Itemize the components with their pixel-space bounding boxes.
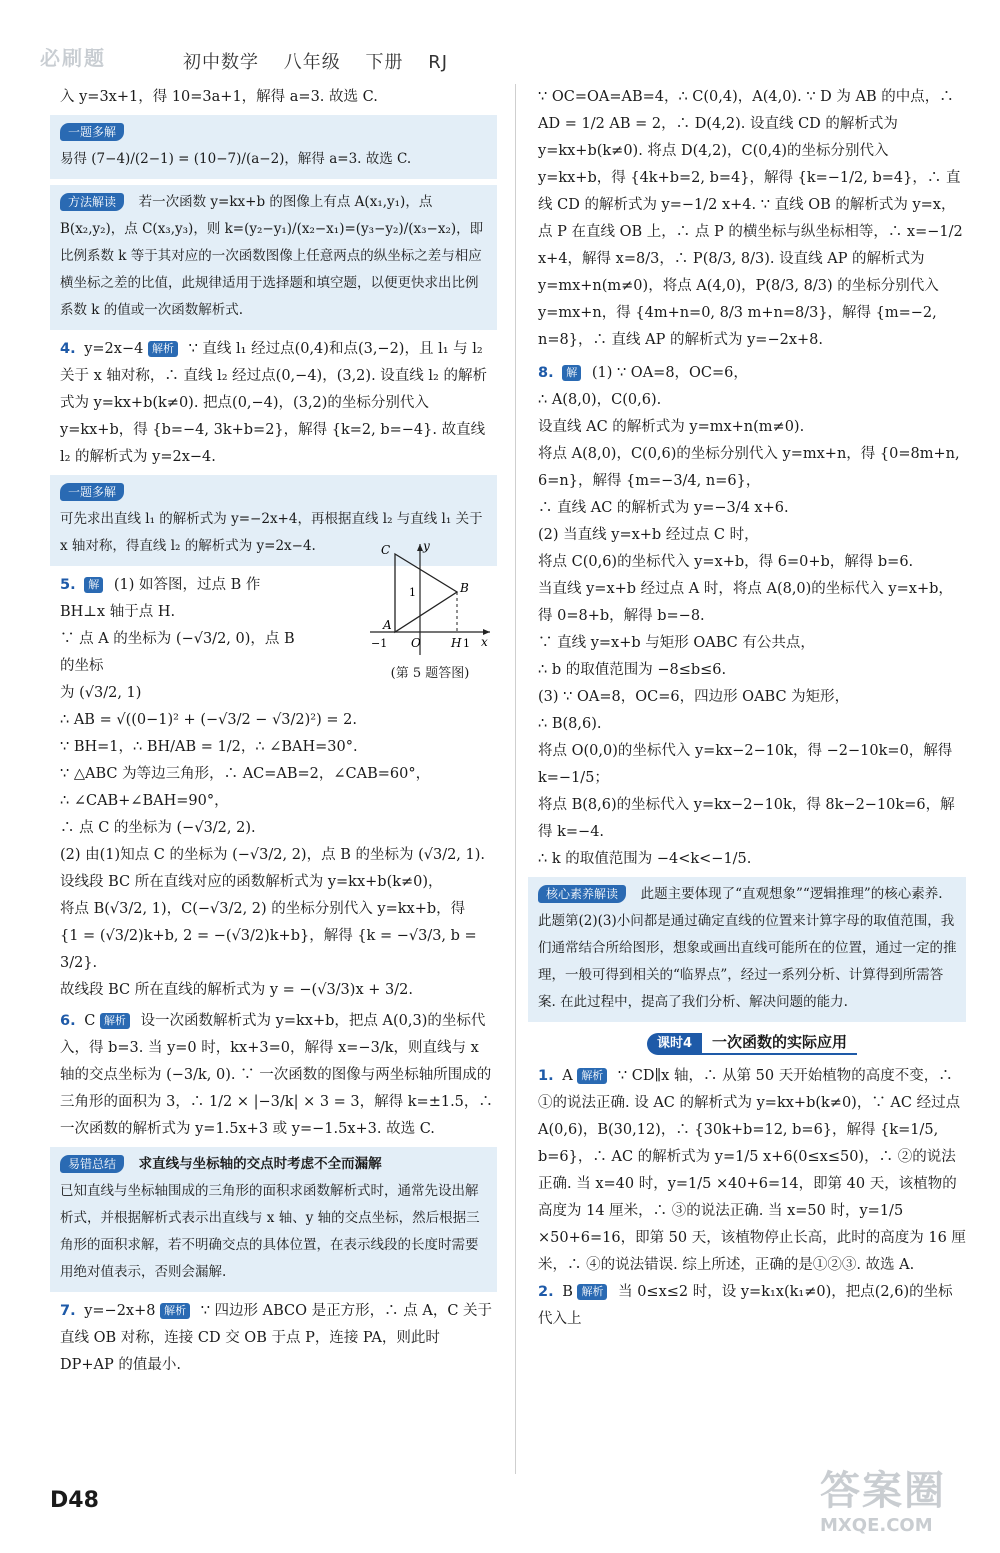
question-7-continued: ∵ OC=OA=AB=4，∴ C(0,4)，A(4,0). ∵ D 为 AB 的中点，∴ AD = 1/2 AB = 2，∴ D(4,2). 设直线 CD 的解析式为 y=kx+b(k≠0). 将点 D(4,2)，C(0,4)的坐标分别代入 y=kx+b，得 {4k+b=2, b=4}，解得 {k=−1/2, b=4}，∴ 直线 CD 的解析式为 y=−1/2 x+4. ∵ 直线 OB 的解析式为 y=x，点 P 在直线 OB 上，∴ 点 P 的横坐标与纵坐标相等，∴ x=−1/2 x+4，解得 x=8/3，∴ P(8/3, 8/3). 设直线 AP 的解析式为 y=mx+n(m≠0)，将点 A(4,0)，P(8/3, 8/3) 的坐标分别代入 y=mx+n，得 {4m+n=0, 8/3 m+n=8/3}，解得 {m=−2, n=8}，∴ 直线 AP 的解析式为 y=−2x+8. [538, 89, 963, 348]
page-header [0, 0, 1000, 80]
label-one: 1 [409, 586, 416, 599]
analysis-tag: 解析 [577, 1284, 607, 1300]
question-number: 1. [538, 1068, 554, 1084]
answer: y=−2x+8 [84, 1303, 156, 1319]
lesson-label: 课时4 [647, 1033, 702, 1055]
left-column [60, 84, 497, 1379]
watermark-text: 答案圈 [820, 1468, 946, 1514]
solution-text: ∴ b 的取值范围为 −8≤b≤6. [538, 662, 727, 678]
header-grade: 八年级 [283, 52, 341, 73]
triangle-diagram [365, 540, 495, 660]
question-number: 4. [60, 341, 76, 357]
solution-text: 设线段 BC 所在直线对应的函数解析式为 y=kx+b(k≠0)， [60, 874, 443, 890]
header-subject: 初中数学 [183, 52, 259, 73]
box-title: 易错总结 [60, 1155, 124, 1173]
label-x: x [481, 635, 488, 649]
solution-text: (1) ∵ OA=8，OC=6， [591, 365, 748, 381]
solution-text: ∴ A(8,0)，C(0,6). [538, 392, 662, 408]
question-5 [60, 572, 300, 707]
watermark-logo [820, 1468, 980, 1553]
solution-text: 将点 A(8,0)，C(0,6)的坐标分别代入 y=mx+n，得 {0=8m+n, 6=n}，解得 {m=−3/4, n=6}， [538, 446, 960, 489]
exercise-1 [538, 1063, 966, 1279]
question-5-continued [60, 707, 497, 1004]
solution-text: 将点 O(0,0)的坐标代入 y=kx−2−10k，得 −2−10k=0，解得 k=−1/5； [538, 743, 953, 786]
question-8 [538, 360, 966, 873]
label-neg1: −1 [371, 637, 388, 650]
solution-tag: 解 [562, 365, 581, 381]
answer: B [562, 1284, 573, 1300]
question-6 [60, 1008, 497, 1143]
box-text: 可先求出直线 l₁ 的解析式为 y=−2x+4，再根据直线 l₂ 与直线 l₁ 关于 x 轴对称，得直线 l₂ 的解析式为 y=2x−4. [60, 511, 483, 554]
solution-text: 当 0≤x≤2 时，设 y=k₁x(k₁≠0)，把点(2,6)的坐标代入上 [538, 1284, 953, 1327]
solution-text: ∴ 点 C 的坐标为 (−√3/2, 2). [60, 820, 256, 836]
question-7 [60, 1298, 497, 1379]
tip-box-core-literacy [528, 877, 966, 1022]
label-a: A [383, 618, 392, 632]
question-number: 7. [60, 1303, 76, 1319]
box-text: 已知直线与坐标轴围成的三角形的面积求函数解析式时，通常先设出解析式，并根据解析式表示出直线与 x 轴、y 轴的交点坐标，然后根据三角形的面积求解，若不明确交点的具体位置，在表示线段的长度时需要用绝对值表示，否则会漏解. [60, 1183, 480, 1280]
figure-caption: (第 5 题答图) [390, 666, 470, 681]
tip-box-common-mistakes [50, 1147, 497, 1292]
column-divider [515, 84, 516, 1474]
label-c: C [381, 543, 391, 557]
question-4 [60, 336, 497, 471]
analysis-tag: 解析 [577, 1068, 607, 1084]
answer: C [84, 1013, 96, 1029]
solution-text: ∴ 直线 AC 的解析式为 y=−3/4 x+6. [538, 500, 789, 516]
solution-text: ∵ 点 A 的坐标为 (−√3/2, 0)，点 B 的坐标 [60, 631, 295, 674]
solution-text: ∵ △ABC 为等边三角形，∴ AC=AB=2，∠CAB=60°， [60, 766, 431, 782]
header-title [183, 48, 466, 74]
solution-text: ∴ k 的取值范围为 −4<k<−1/5. [538, 851, 752, 867]
brand-logo: 必刷题 [40, 46, 106, 70]
tip-box-method [50, 185, 497, 330]
exercise-2 [538, 1279, 966, 1333]
solution-text: ∴ ∠CAB+∠BAH=90°， [60, 793, 229, 809]
solution-text: ∵ 四边形 ABCO 是正方形，∴ 点 A，C 关于直线 OB 对称，连接 CD 交 OB 于点 P，连接 PA，则此时 DP+AP 的值最小. [60, 1303, 493, 1373]
solution-text: 设直线 AC 的解析式为 y=mx+n(m≠0). [538, 419, 805, 435]
box-title: 核心素养解读 [538, 885, 626, 903]
solution-text: ∴ AB = √((0−1)² + (−√3/2 − √3/2)²) = 2. [60, 712, 357, 728]
header-volume: 下册 [365, 52, 404, 73]
question-number: 6. [60, 1013, 76, 1029]
answer: A [562, 1068, 573, 1084]
solution-text: (2) 当直线 y=x+b 经过点 C 时， [538, 527, 759, 543]
lesson-heading [538, 1030, 966, 1057]
solution-text: 故线段 BC 所在直线的解析式为 y = −(√3/3)x + 3/2. [60, 982, 413, 998]
right-column [538, 84, 966, 1333]
box-title: 一题多解 [60, 483, 124, 501]
solution-text: (2) 由(1)知点 C 的坐标为 (−√3/2, 2)，点 B 的坐标为 (√3/2, 1). [60, 847, 486, 863]
box-title: 方法解读 [60, 193, 124, 211]
analysis-tag: 解析 [100, 1013, 130, 1029]
analysis-tag: 解析 [160, 1303, 190, 1319]
box-text: 此题主要体现了“直观想象”“逻辑推理”的核心素养. 此题第(2)(3)小问都是通过确定直线的位置来计算字母的取值范围，我们通常结合所给图形，想象或画出直线可能所在的位置，通过一定的推理，一般可得到相关的“临界点”，经过一系列分析、计算得到所需答案. 在此过程中，提高了我们分析、解决问题的能力. [538, 886, 957, 1010]
triangle-abc [395, 554, 457, 632]
question-number: 2. [538, 1284, 554, 1300]
label-b: B [460, 581, 469, 595]
tip-box-alt-solution-1 [50, 115, 497, 179]
analysis-tag: 解析 [148, 341, 178, 357]
solution-text: (1) 如答图，过点 B 作 BH⊥x 轴于点 H. [60, 577, 261, 620]
question-number: 8. [538, 365, 554, 381]
label-x-one: 1 [463, 637, 470, 650]
label-y: y [423, 540, 430, 553]
lesson-title: 一次函数的实际应用 [702, 1031, 857, 1055]
answer: y=2x−4 [84, 341, 144, 357]
text-line: 入 y=3x+1，得 10=3a+1，解得 a=3. 故选 C. [60, 89, 378, 105]
solution-text: (3) ∵ OA=8，OC=6，四边形 OABC 为矩形， [538, 689, 850, 705]
solution-text: 将点 C(0,6)的坐标代入 y=x+b，得 6=0+b，解得 b=6. [538, 554, 914, 570]
question-5-figure [365, 540, 495, 690]
page-number: D48 [50, 1488, 99, 1513]
watermark-url: MXQE.COM [820, 1515, 933, 1536]
solution-text: 当直线 y=x+b 经过点 A 时，将点 A(8,0)的坐标代入 y=x+b，得 0=8+b，解得 b=−8. [538, 581, 953, 624]
solution-text: ∴ B(8,6). [538, 716, 602, 732]
solution-text: {1 = (√3/2)k+b, 2 = −(√3/2)k+b}，解得 {k = −√3/3, b = 3/2}. [60, 928, 477, 971]
question-number: 5. [60, 577, 76, 593]
box-heading: 求直线与坐标轴的交点时考虑不全而漏解 [138, 1156, 382, 1172]
solution-text: ∵ 直线 l₁ 经过点(0,4)和点(3,−2)，且 l₁ 与 l₂ 关于 x 轴对称，∴ 直线 l₂ 经过点(0,−4)，(3,2). 设直线 l₂ 的解析式为 y=kx+b(k≠0). 把点(0,−4)，(3,2)的坐标分别代入 y=kx+b，得 {b=−4, 3k+b=2}，解得 {k=2, b=−4}. 故直线 l₂ 的解析式为 y=2x−4. [60, 341, 487, 465]
solution-text: ∵ 直线 y=x+b 与矩形 OABC 有公共点， [538, 635, 815, 651]
label-o: O [411, 636, 421, 650]
solution-text: 为 (√3/2, 1) [60, 685, 142, 701]
solution-text: 将点 B(√3/2, 1)，C(−√3/2, 2) 的坐标分别代入 y=kx+b，得 [60, 901, 466, 917]
solution-text: ∵ CD∥x 轴，∴ 从第 50 天开始植物的高度不变，∴ ①的说法正确. 设 AC 的解析式为 y=kx+b(k≠0)，∵ AC 经过点 A(0,6)，B(30,12)，∴ {30k+b=12, b=6}，解得 {k=1/5, b=6}，∴ AC 的解析式为 y=1/5 x+6(0≤x≤50)，∴ ②的说法正确. 当 x=40 时，y=1/5 ×40+6=14，即第 40 天，该植物的高度为 14 厘米，∴ ③的说法正确. 当 x=50 时，y=1/5 ×50+6=16，即第 50 天，该植物停止长高，此时的高度为 16 厘米，∴ ④的说法错误. 综上所述，正确的是①②③. 故选 A. [538, 1068, 966, 1273]
solution-text: ∵ BH=1，∴ BH/AB = 1/2，∴ ∠BAH=30°. [60, 739, 358, 755]
box-text: 若一次函数 y=kx+b 的图像上有点 A(x₁,y₁)，点 B(x₂,y₂)，点 C(x₃,y₃)，则 k=(y₂−y₁)/(x₂−x₁)=(y₃−y₂)/(x₃−x₂)，即比例系数 k 等于其对应的一次函数图像上任意两点的纵坐标之差与相应横坐标之差的比值，此规律适用于选择题和填空题，以便更快求出比例系数 k 的值或一次函数解析式. [60, 194, 484, 318]
header-edition: RJ [428, 52, 449, 73]
box-title: 一题多解 [60, 123, 124, 141]
label-h: H [451, 636, 462, 650]
solution-text: 将点 B(8,6)的坐标代入 y=kx−2−10k，得 8k−2−10k=6，解得 k=−4. [538, 797, 955, 840]
solution-text: 设一次函数解析式为 y=kx+b，把点 A(0,3)的坐标代入，得 b=3. 当 y=0 时，kx+3=0，解得 x=−3/k，则直线与 x 轴的交点坐标为 (−3/k, 0). ∵ 一次函数的图像与两坐标轴所围成的三角形的面积为 3，∴ 1/2 × |−3/k| × 3 = 3，解得 k=±1.5，∴ 一次函数的解析式为 y=1.5x+3 或 y=−1.5x+3. 故选 C. [60, 1013, 493, 1137]
box-text: 易得 (7−4)/(2−1) = (10−7)/(a−2)，解得 a=3. 故选 C. [60, 151, 412, 167]
solution-tag: 解 [84, 577, 103, 593]
